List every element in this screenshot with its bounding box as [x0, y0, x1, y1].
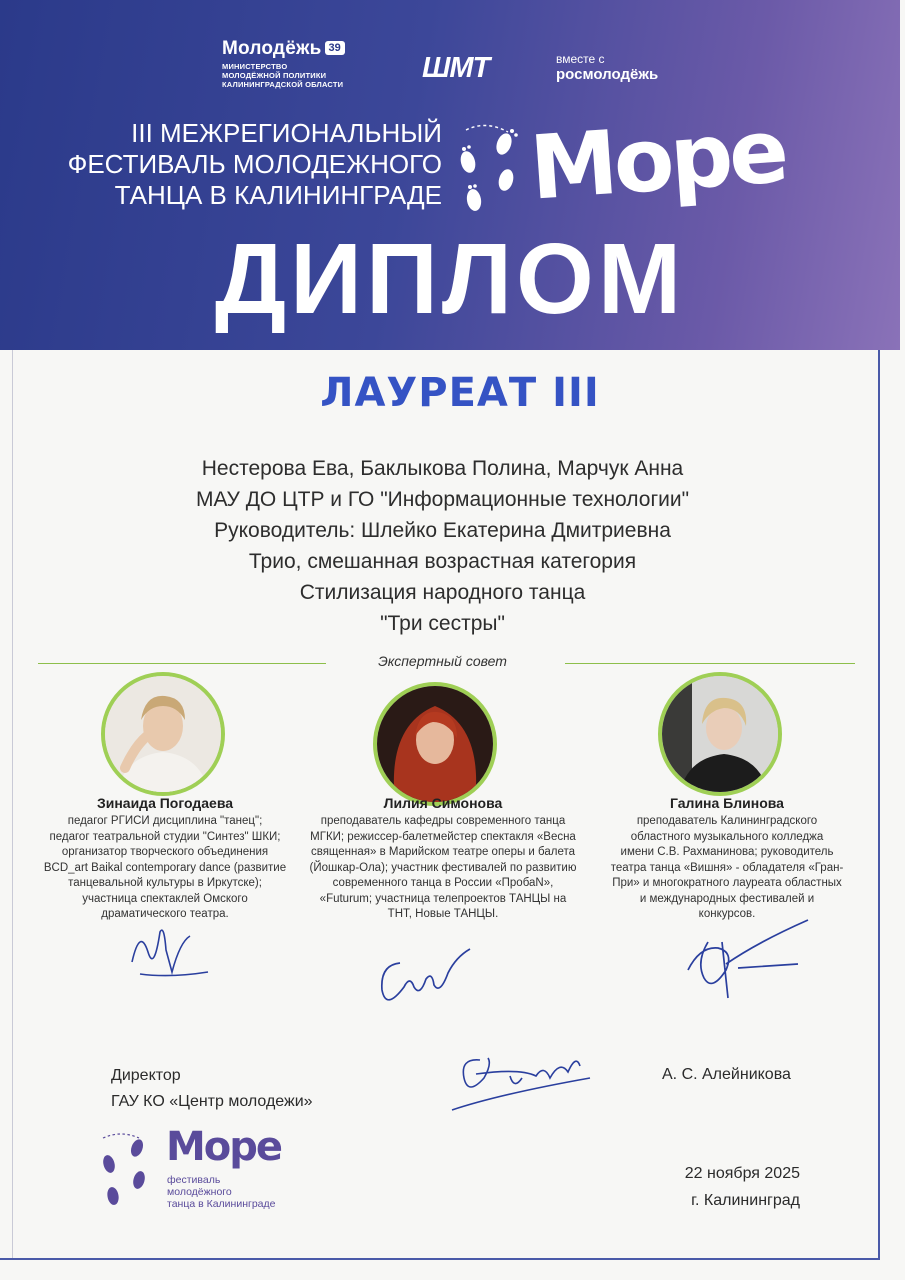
festival-caption — [167, 1174, 327, 1210]
expert-council-label: Экспертный совет — [378, 653, 507, 669]
jury-1-desc-line: BCD_art Baikal contemporary dance (развитие — [43, 861, 287, 874]
participant-info — [0, 453, 885, 639]
jury-1-desc-line: драматического театра. — [101, 908, 229, 920]
director-name: А. С. Алейникова — [662, 1066, 791, 1083]
jury-3-desc-line: конкурсов. — [698, 908, 756, 920]
jury-3-desc-line: областного музыкального колледжа — [630, 830, 824, 843]
rosmolodezh-logo — [556, 52, 658, 83]
participants-names: Нестерова Ева, Баклыкова Полина, Марчук Анна — [201, 457, 684, 480]
organization: МАУ ДО ЦТР и ГО "Информационные технологии" — [195, 488, 690, 511]
more-festival-logo — [95, 1124, 282, 1215]
festival-caption-line-3: танца в Калининграде — [167, 1198, 276, 1210]
festival-title-line-2: ФЕСТИВАЛЬ МОЛОДЕЖНОГО — [67, 149, 442, 179]
director-organization: ГАУ КО «Центр молодежи» — [111, 1093, 313, 1110]
jury-3-desc-line: имени С.В. Рахманинова; руководитель — [620, 846, 834, 858]
jury-1-desc-line: участница спектаклей Омского — [82, 892, 248, 905]
molodezh-logo-badge: 39 — [325, 41, 345, 55]
jury-1-desc-line: педагог театральной студии "Синтез" ШКИ; — [49, 830, 281, 843]
festival-caption-line-2: молодёжного — [167, 1186, 232, 1198]
jury-signature-3 — [678, 912, 818, 1007]
jury-3-desc-line: преподаватель Калининградского — [636, 815, 818, 827]
footprints-icon — [456, 122, 526, 217]
issue-date: 22 ноября 2025 — [684, 1165, 800, 1182]
jury-photo-1 — [101, 672, 225, 796]
ministry-caption — [222, 62, 345, 89]
date-place — [640, 1160, 800, 1214]
festival-title — [60, 118, 442, 211]
nomination: Стилизация народного танца — [299, 581, 586, 604]
director-block — [111, 1063, 313, 1115]
document-title: ДИПЛОМ — [214, 223, 686, 335]
rosmolodezh-line-1: вместе с — [556, 52, 605, 66]
rosmolodezh-line-2: росмолодёжь — [556, 66, 659, 83]
director-signature — [440, 1038, 600, 1118]
jury-2-desc-line: современного танца в России «ПробаN», — [332, 877, 554, 889]
jury-photo-3 — [658, 672, 782, 796]
molodezh-logo — [222, 38, 345, 89]
jury-2-desc-line: ТНТ, Новые ТАНЦЫ. — [387, 908, 499, 920]
jury-2-desc-line: преподаватель кафедры современного танца — [320, 815, 566, 827]
festival-title-line-3: ТАНЦА В КАЛИНИНГРАДЕ — [114, 180, 442, 210]
jury-3-desc-line: и международных фестивалей и — [639, 892, 815, 905]
jury-signature-2 — [370, 935, 490, 1015]
shm-logo: ШМТ — [422, 52, 490, 84]
performance-title: "Три сестры" — [380, 612, 505, 635]
more-brand-word-small: Море — [166, 1124, 282, 1170]
header-banner — [0, 0, 900, 350]
jury-3-desc-line: театра танца «Вишня» - обладателя «Гран- — [610, 861, 844, 874]
jury-signature-1 — [120, 922, 220, 982]
molodezh-logo-text: Молодёжь — [222, 38, 322, 59]
footprints-small-icon — [95, 1130, 161, 1210]
jury-name-3: Галина Блинова — [670, 795, 784, 811]
festival-title-line-1: III МЕЖРЕГИОНАЛЬНЫЙ — [131, 118, 442, 148]
issue-city: г. Калининград — [691, 1192, 800, 1209]
jury-photo-2 — [373, 682, 497, 806]
ministry-line-3: КАЛИНИНГРАДСКОЙ ОБЛАСТИ — [222, 80, 344, 89]
jury-1-desc-line: организатор творческого объединения — [61, 846, 269, 858]
jury-3-desc-line: При» и многократного лауреата областных — [612, 877, 842, 889]
supervisor: Руководитель: Шлейко Екатерина Дмитриевна — [214, 519, 671, 542]
jury-2-desc-line: (Йошкар-Ола); участник фестивалей по развитию — [309, 861, 577, 874]
jury-name-1: Зинаида Погодаева — [96, 795, 234, 811]
more-brand-word: Море — [526, 99, 788, 220]
jury-2-desc-line: МГКИ; режиссер-балетмейстер спектакля «Весна — [310, 830, 576, 843]
jury-name-2: Лилия Симонова — [383, 795, 503, 811]
jury-2-desc-line: священная» в Марийском театре оперы и балета — [310, 846, 576, 858]
jury-desc-3 — [582, 814, 872, 923]
frame-bottom-border — [0, 1258, 880, 1260]
jury-1-desc-line: танцевальной культуры в Иркутске); — [68, 877, 262, 889]
jury-desc-1 — [20, 814, 310, 923]
category: Трио, смешанная возрастная категория — [248, 550, 637, 573]
ministry-line-2: МОЛОДЁЖНОЙ ПОЛИТИКИ — [222, 71, 327, 80]
jury-desc-2 — [293, 814, 593, 923]
jury-1-desc-line: педагог РГИСИ дисциплина "танец"; — [67, 815, 263, 827]
festival-caption-line-1: фестиваль — [167, 1174, 221, 1186]
award-title: ЛАУРЕАТ III — [320, 370, 600, 416]
ministry-line-1: МИНИСТЕРСТВО — [222, 62, 288, 71]
director-title: Директор — [111, 1067, 181, 1084]
jury-2-desc-line: «Futurum; участница телепроектов ТАНЦЫ на — [319, 892, 567, 905]
